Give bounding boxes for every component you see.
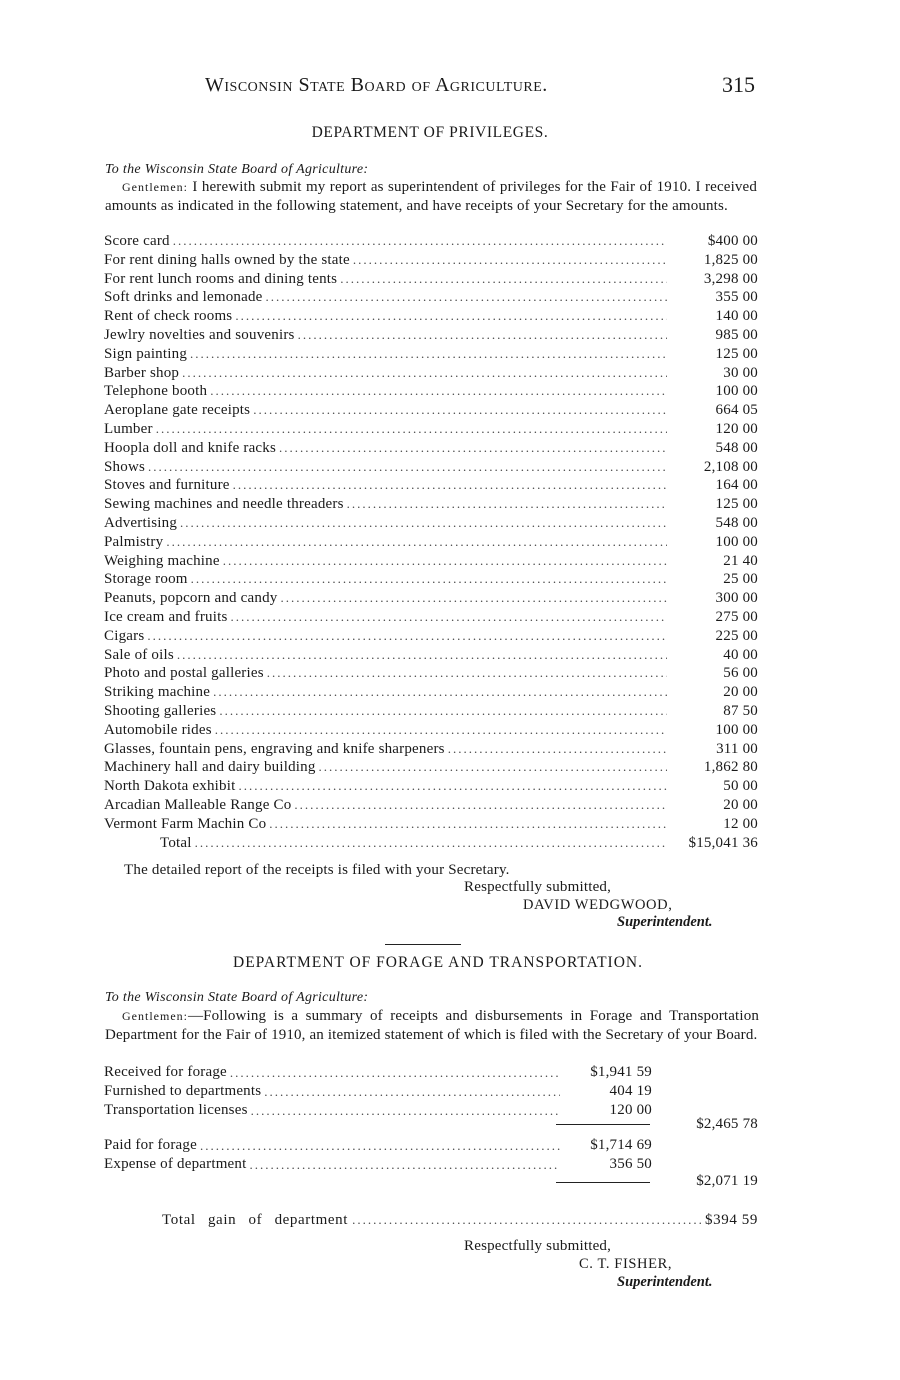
privileges-signer: DAVID WEDGWOOD, — [523, 897, 673, 913]
total-gain-amount: $394 59 — [705, 1212, 758, 1228]
ledger-row — [104, 476, 758, 495]
row-label: Automobile rides — [104, 721, 212, 738]
row-amount: 2,108 00 — [703, 458, 758, 475]
leader-dots — [319, 758, 667, 777]
section-divider — [385, 944, 461, 945]
privileges-intro — [105, 178, 757, 215]
forage-ledger — [104, 1063, 758, 1120]
row-label: Arcadian Malleable Range Co — [104, 796, 292, 813]
leader-dots — [340, 270, 667, 289]
forage-intro-text: —Following is a summary of receipts and disbursements in Forage and Transportation Department for the Fair of 1910, an itemized statement of which is filed with the Secretary of your Board. — [105, 1008, 759, 1043]
ledger-row — [104, 270, 758, 289]
leader-dots — [219, 702, 667, 721]
row-amount: $1,714 69 — [590, 1137, 652, 1153]
row-label: Glasses, fountain pens, engraving and knife sharpeners — [104, 740, 445, 757]
row-label: Stoves and furniture — [104, 477, 230, 494]
ledger-row — [104, 721, 758, 740]
leader-dots — [215, 721, 667, 740]
row-amount: $400 00 — [707, 233, 758, 249]
row-label: Advertising — [104, 514, 178, 531]
leader-dots — [148, 458, 667, 477]
leader-dots — [353, 251, 667, 270]
leader-dots — [298, 326, 667, 345]
leader-dots — [213, 683, 667, 702]
ledger-total-row — [104, 834, 758, 853]
row-label: Ice cream and fruits — [104, 608, 228, 625]
row-amount: 300 00 — [715, 590, 758, 607]
ledger-row — [104, 420, 758, 439]
row-label: Hoopla doll and knife racks — [104, 439, 277, 456]
leader-dots — [223, 552, 667, 571]
ledger-row — [104, 608, 758, 627]
forage-signer: C. T. FISHER, — [579, 1256, 673, 1272]
row-label: Weighing machine — [104, 552, 220, 569]
leader-dots — [166, 533, 667, 552]
row-label: Striking machine — [104, 684, 211, 701]
row-amount: 225 00 — [715, 627, 758, 644]
privileges-ledger — [104, 232, 758, 852]
row-amount: 3,298 00 — [703, 270, 758, 287]
forage-receipt-row — [104, 1063, 758, 1082]
row-label: Jewlry novelties and souvenirs — [104, 326, 295, 343]
row-label: Soft drinks and lemonade — [104, 289, 263, 306]
row-label: For rent lunch rooms and dining tents — [104, 270, 338, 287]
ledger-row — [104, 627, 758, 646]
ledger-row — [104, 683, 758, 702]
ledger-row — [104, 288, 758, 307]
forage-heading: DEPARTMENT OF FORAGE AND TRANSPORTATION. — [233, 954, 643, 971]
privileges-closing: The detailed report of the receipts is filed with your Secretary. — [124, 862, 510, 878]
forage-signer-title: Superintendent. — [617, 1274, 713, 1290]
forage-receipt-row — [104, 1101, 758, 1120]
forage-receipt-row — [104, 1082, 758, 1101]
ledger-row — [104, 758, 758, 777]
total-gain-row — [162, 1212, 758, 1229]
page-number: 315 — [722, 72, 755, 97]
ledger-row — [104, 777, 758, 796]
row-label: Sign painting — [104, 345, 188, 362]
row-amount: 548 00 — [715, 514, 758, 531]
row-amount: 21 40 — [723, 552, 758, 569]
leader-dots — [180, 514, 667, 533]
ledger-row — [104, 702, 758, 721]
leader-dots — [210, 382, 667, 401]
row-label: Vermont Farm Machin Co — [104, 815, 267, 832]
row-label: Received for forage — [104, 1064, 227, 1080]
row-label: Paid for forage — [104, 1137, 197, 1153]
leader-dots — [147, 627, 667, 646]
row-amount: 404 19 — [609, 1083, 652, 1099]
forage-intro — [105, 1007, 759, 1044]
leader-dots — [173, 232, 667, 251]
privileges-signoff: Respectfully submitted, — [464, 879, 612, 895]
ledger-row — [104, 646, 758, 665]
ledger-row — [104, 401, 758, 420]
total-label: Total — [160, 834, 192, 851]
row-amount: 50 00 — [723, 778, 758, 795]
ledger-row — [104, 326, 758, 345]
row-label: Sewing machines and needle threaders — [104, 496, 344, 513]
privileges-salutation: To the Wisconsin State Board of Agriculture: — [105, 162, 369, 177]
row-label: Shooting galleries — [104, 702, 217, 719]
leader-dots — [156, 420, 667, 439]
forage-receipts-total: $2,465 78 — [696, 1116, 758, 1132]
leader-dots — [191, 570, 667, 589]
row-amount: 311 00 — [716, 740, 758, 757]
row-label: Peanuts, popcorn and candy — [104, 590, 278, 607]
privileges-intro-text: I herewith submit my report as superintendent of privileges for the Fair of 1910. I received amounts as indicated in the following statement, and have receipts of your Secretary for the amounts. — [105, 179, 757, 214]
forage-disbursements — [104, 1136, 758, 1174]
row-amount: 164 00 — [715, 477, 758, 494]
ledger-row — [104, 570, 758, 589]
row-amount: 664 05 — [715, 402, 758, 419]
ledger-row — [104, 815, 758, 834]
ledger-row — [104, 796, 758, 815]
row-amount: 100 00 — [715, 721, 758, 738]
privileges-greeting: Gentlemen: — [122, 180, 188, 194]
row-amount: 100 00 — [715, 533, 758, 550]
row-label: Machinery hall and dairy building — [104, 759, 316, 776]
subtotal-rule — [556, 1124, 650, 1125]
ledger-row — [104, 533, 758, 552]
leader-dots — [279, 439, 667, 458]
leader-dots — [231, 608, 667, 627]
row-label: Shows — [104, 458, 146, 475]
row-amount: 356 50 — [609, 1156, 652, 1172]
ledger-row — [104, 664, 758, 683]
ledger-row — [104, 232, 758, 251]
row-amount: 140 00 — [715, 308, 758, 325]
leader-dots — [347, 495, 667, 514]
ledger-row — [104, 439, 758, 458]
leader-dots — [190, 345, 667, 364]
row-label: Telephone booth — [104, 383, 208, 400]
row-amount: 120 00 — [609, 1102, 652, 1118]
privileges-heading: DEPARTMENT OF PRIVILEGES. — [311, 124, 549, 141]
row-amount: 125 00 — [715, 345, 758, 362]
row-label: Photo and postal galleries — [104, 665, 264, 682]
row-amount: 87 50 — [723, 702, 758, 719]
leader-dots — [266, 288, 667, 307]
ledger-row — [104, 589, 758, 608]
leader-dots — [182, 364, 667, 383]
total-gain-label: Total gain of department — [162, 1212, 349, 1228]
row-label: Furnished to departments — [104, 1083, 262, 1099]
leader-dots — [281, 589, 668, 608]
ledger-row — [104, 382, 758, 401]
ledger-row — [104, 514, 758, 533]
ledger-row — [104, 495, 758, 514]
row-label: Aeroplane gate receipts — [104, 402, 251, 419]
row-amount: 1,825 00 — [703, 251, 758, 268]
forage-disbursements-total: $2,071 19 — [696, 1173, 758, 1189]
row-label: Score card — [104, 233, 170, 249]
row-label: Expense of department — [104, 1156, 247, 1172]
leader-dots — [195, 834, 667, 853]
row-label: Barber shop — [104, 364, 180, 381]
leader-dots — [253, 401, 667, 420]
total-amount: $15,041 36 — [688, 834, 758, 851]
forage-disbursement-row — [104, 1136, 758, 1155]
ledger-row — [104, 251, 758, 270]
row-label: Storage room — [104, 571, 188, 588]
row-label: North Dakota exhibit — [104, 778, 236, 795]
leader-dots — [448, 740, 667, 759]
running-title: Wisconsin State Board of Agriculture. — [205, 74, 548, 96]
ledger-row — [104, 740, 758, 759]
leader-dots — [233, 476, 667, 495]
row-amount: 56 00 — [723, 665, 758, 682]
leader-dots — [267, 664, 667, 683]
ledger-row — [104, 345, 758, 364]
row-amount: 20 00 — [723, 684, 758, 701]
row-amount: 1,862 80 — [703, 759, 758, 776]
row-label: Rent of check rooms — [104, 308, 233, 325]
row-amount: 125 00 — [715, 496, 758, 513]
ledger-row — [104, 364, 758, 383]
leader-dots — [235, 307, 667, 326]
leader-dots — [238, 777, 667, 796]
forage-salutation: To the Wisconsin State Board of Agriculture: — [105, 990, 369, 1005]
row-label: Sale of oils — [104, 646, 174, 663]
row-label: For rent dining halls owned by the state — [104, 251, 350, 268]
ledger-row — [104, 307, 758, 326]
row-amount: 548 00 — [715, 439, 758, 456]
running-header — [205, 72, 755, 102]
privileges-signer-title: Superintendent. — [617, 914, 713, 930]
row-amount: 100 00 — [715, 383, 758, 400]
row-amount: 30 00 — [723, 364, 758, 381]
row-amount: 275 00 — [715, 608, 758, 625]
row-label: Cigars — [104, 627, 145, 644]
forage-disbursement-row — [104, 1155, 758, 1174]
leader-dots — [294, 796, 667, 815]
row-label: Transportation licenses — [104, 1102, 248, 1118]
row-amount: 40 00 — [723, 646, 758, 663]
leader-dots — [177, 646, 667, 665]
ledger-row — [104, 458, 758, 477]
row-amount: 12 00 — [723, 815, 758, 832]
row-amount: 25 00 — [723, 571, 758, 588]
row-amount: $1,941 59 — [590, 1064, 652, 1080]
row-amount: 985 00 — [715, 326, 758, 343]
subtotal-rule — [556, 1182, 650, 1183]
leader-dots — [269, 815, 667, 834]
forage-greeting: Gentlemen: — [122, 1009, 188, 1023]
row-amount: 20 00 — [723, 796, 758, 813]
row-amount: 355 00 — [715, 289, 758, 306]
forage-signoff: Respectfully submitted, — [464, 1238, 612, 1254]
ledger-row — [104, 552, 758, 571]
row-amount: 120 00 — [715, 420, 758, 437]
row-label: Palmistry — [104, 533, 164, 550]
row-label: Lumber — [104, 420, 153, 437]
